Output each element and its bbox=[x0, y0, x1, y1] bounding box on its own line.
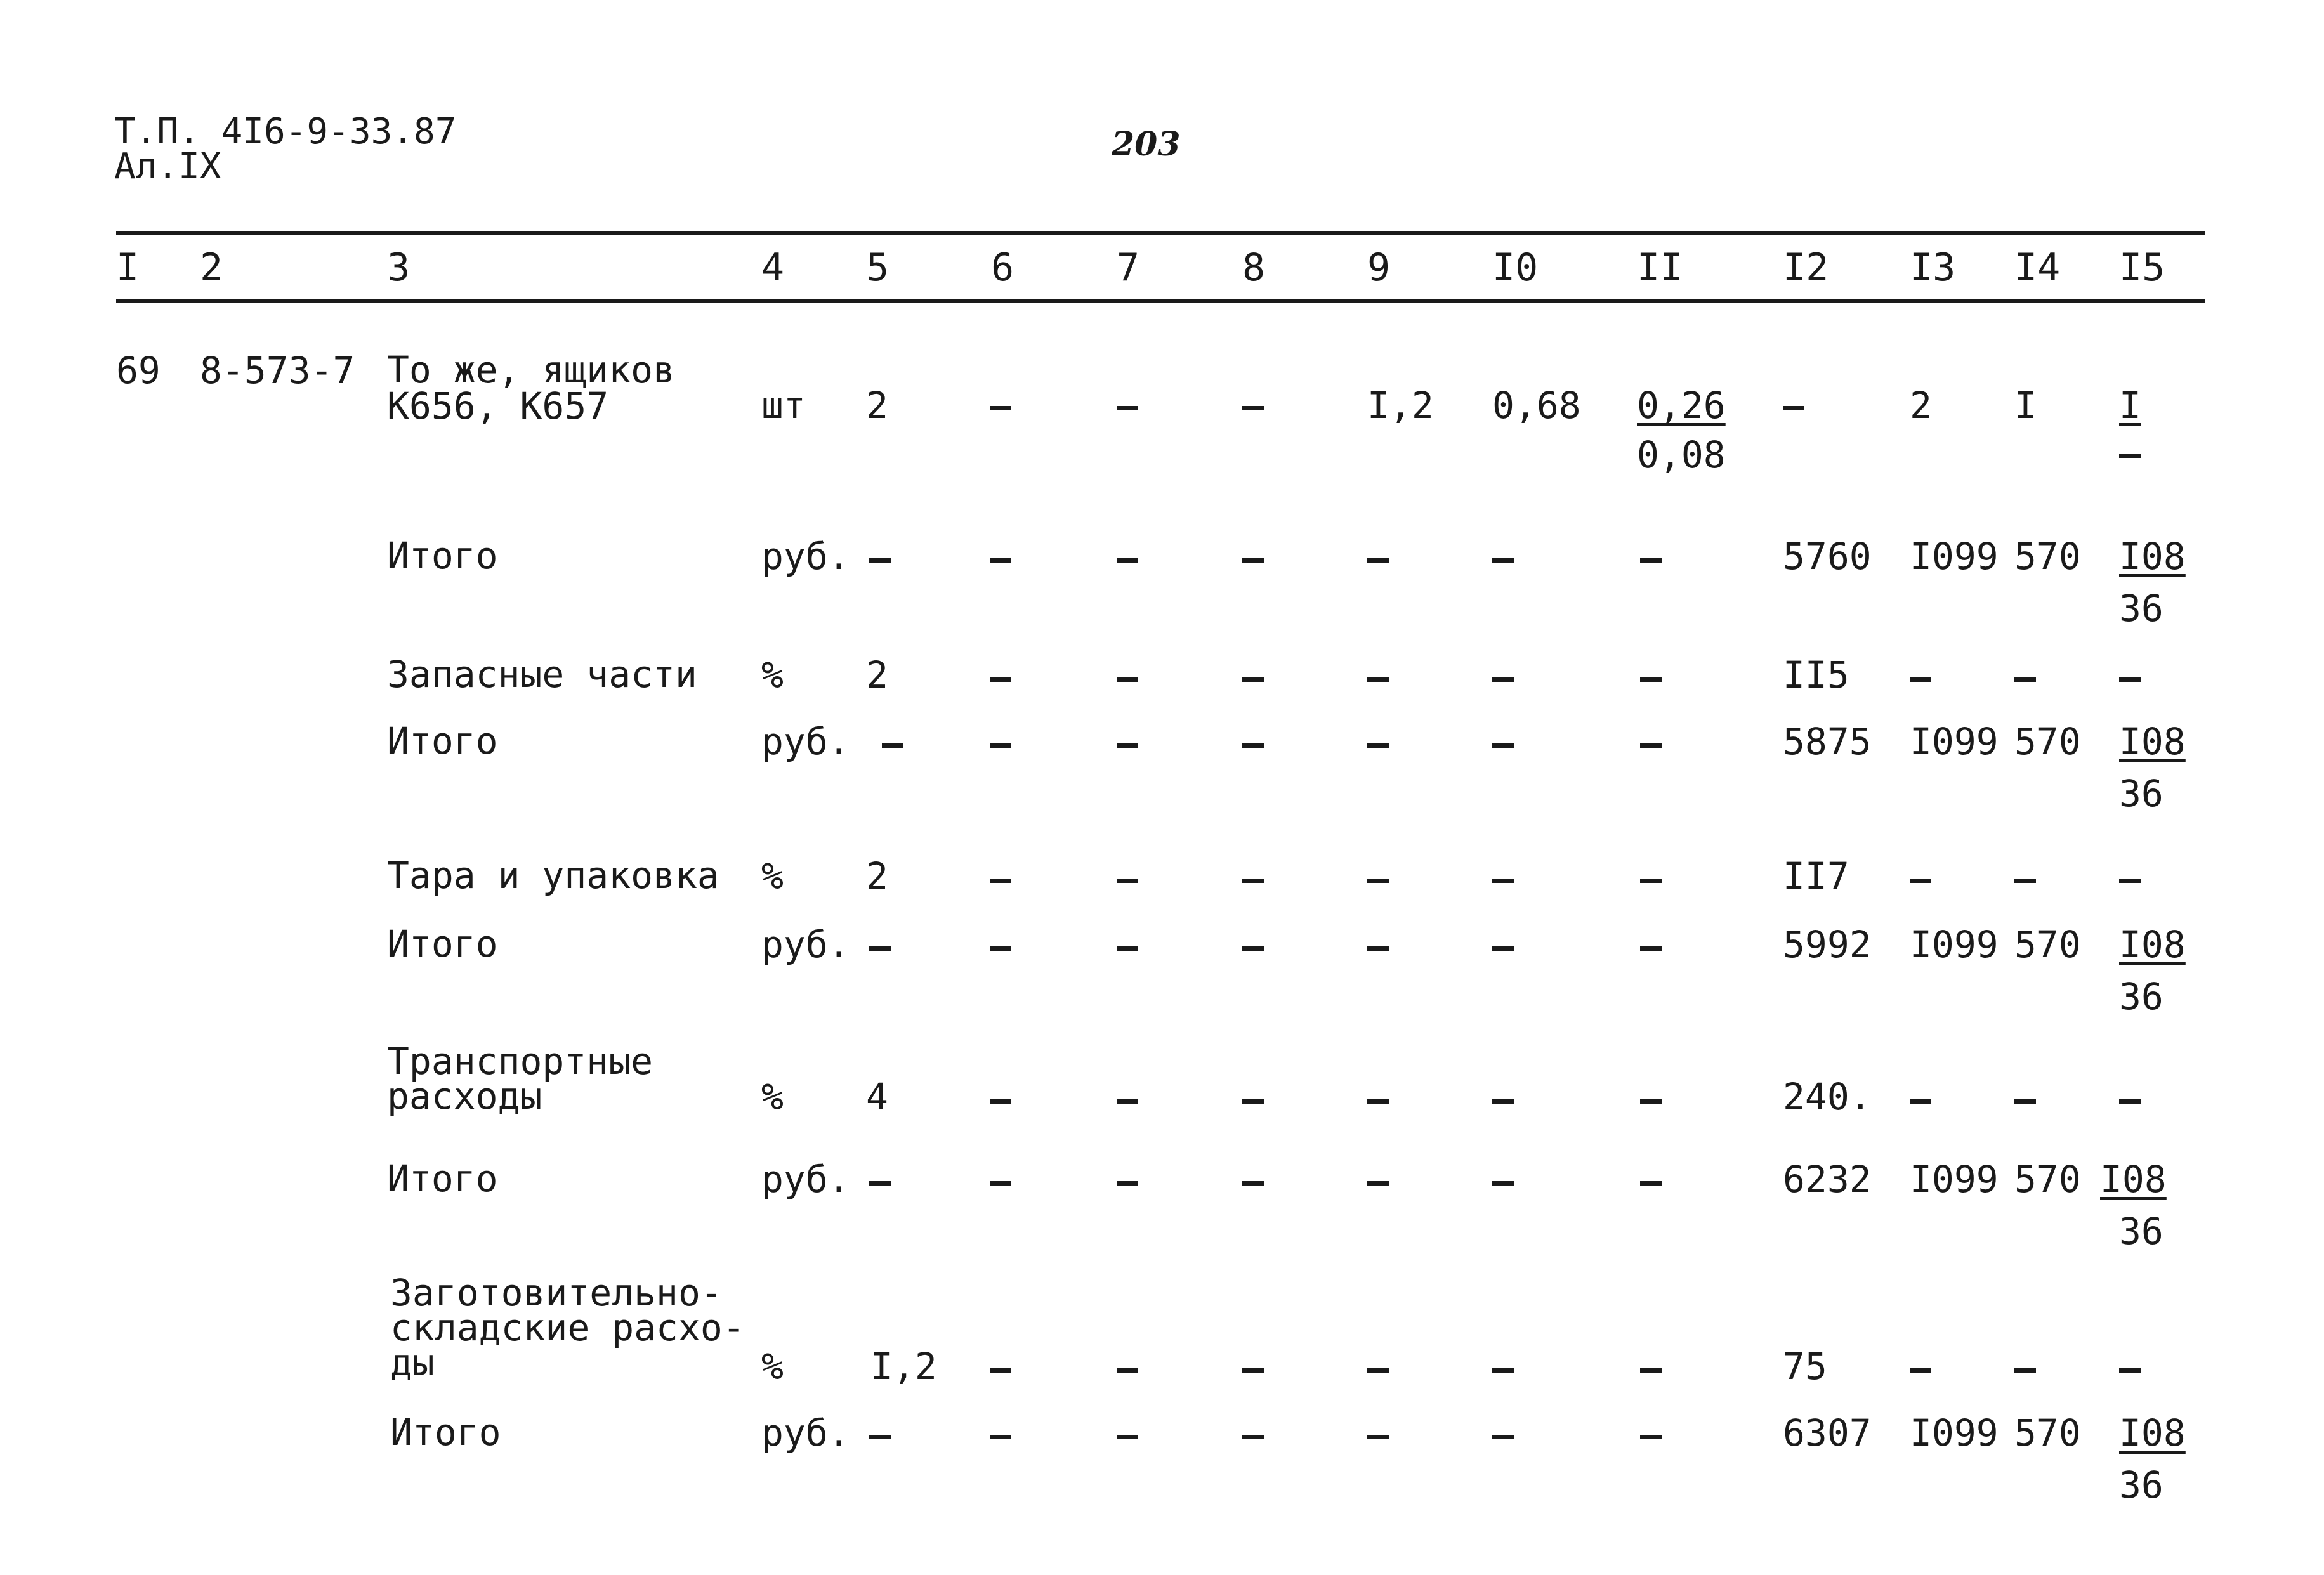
dash bbox=[1910, 1099, 1931, 1104]
dash bbox=[1640, 1181, 1662, 1186]
table-top-rule bbox=[116, 231, 2205, 235]
dash bbox=[1367, 1435, 1389, 1439]
dash bbox=[1492, 1435, 1514, 1439]
col15-bottom-value: 36 bbox=[2119, 587, 2163, 630]
header-bottom-rule bbox=[116, 299, 2205, 303]
column-header-14: I4 bbox=[2014, 245, 2061, 290]
dash bbox=[990, 406, 1011, 410]
col13-value: I099 bbox=[1910, 923, 1999, 966]
row-label: Запасные части bbox=[387, 653, 697, 696]
col13-value: I099 bbox=[1910, 720, 1999, 763]
dash bbox=[2014, 677, 2036, 682]
dash bbox=[1367, 1099, 1389, 1104]
dash bbox=[990, 558, 1011, 563]
dash bbox=[1117, 677, 1138, 682]
column-header-2: 2 bbox=[200, 245, 223, 290]
dash bbox=[1492, 946, 1514, 951]
dash bbox=[1117, 1435, 1138, 1439]
col13-value: 2 bbox=[1910, 384, 1932, 427]
column-header-3: 3 bbox=[387, 245, 410, 290]
dash bbox=[1492, 1181, 1514, 1186]
col15-top-value: I08 bbox=[2119, 720, 2186, 763]
row-label: Итого bbox=[387, 534, 498, 577]
dash bbox=[1367, 946, 1389, 951]
row-label: Тара и упаковка bbox=[387, 854, 719, 897]
col11-top-value: 0,26 bbox=[1637, 384, 1726, 427]
dash bbox=[2119, 1368, 2141, 1373]
dash bbox=[2119, 879, 2141, 883]
col14-value: 570 bbox=[2014, 720, 2081, 763]
dash bbox=[1640, 743, 1662, 748]
col13-value: I099 bbox=[1910, 1411, 1999, 1454]
row-label: Итого bbox=[387, 1157, 498, 1200]
dash bbox=[882, 743, 903, 748]
dash bbox=[869, 1181, 891, 1186]
dash bbox=[869, 1435, 891, 1439]
col15-bottom-value: 36 bbox=[2119, 772, 2163, 815]
dash bbox=[1242, 1181, 1264, 1186]
dash bbox=[1640, 1099, 1662, 1104]
dash bbox=[1640, 1368, 1662, 1373]
column-header-5: 5 bbox=[866, 245, 890, 290]
column-header-1: I bbox=[116, 245, 140, 290]
dash bbox=[1117, 1368, 1138, 1373]
sheet-label: Ал.IX bbox=[114, 146, 221, 187]
col12-value: 6307 bbox=[1783, 1411, 1872, 1454]
dash bbox=[1783, 406, 1804, 410]
dash bbox=[1640, 1435, 1662, 1439]
item-name-line2: К656, К657 bbox=[387, 384, 609, 428]
dash bbox=[1117, 558, 1138, 563]
col12-value: II5 bbox=[1783, 653, 1849, 696]
col12-value: 75 bbox=[1783, 1345, 1827, 1388]
dash bbox=[1242, 1099, 1264, 1104]
col14-value: 570 bbox=[2014, 535, 2081, 578]
dash bbox=[869, 946, 891, 951]
row-label-line2: складские расхо- bbox=[390, 1306, 745, 1349]
dash bbox=[990, 1181, 1011, 1186]
column-header-10: I0 bbox=[1492, 245, 1539, 290]
dash bbox=[1117, 1099, 1138, 1104]
column-header-15: I5 bbox=[2119, 245, 2165, 290]
col13-value: I099 bbox=[1910, 1158, 1999, 1201]
column-header-12: I2 bbox=[1783, 245, 1829, 290]
col13-value: I099 bbox=[1910, 535, 1999, 578]
dash bbox=[1117, 946, 1138, 951]
row-label-line2: расходы bbox=[387, 1075, 542, 1118]
dash bbox=[1640, 879, 1662, 883]
col11-bottom-value: 0,08 bbox=[1637, 433, 1726, 476]
dash bbox=[1242, 677, 1264, 682]
col5-value: 2 bbox=[866, 384, 888, 427]
dash bbox=[1242, 1435, 1264, 1439]
dash bbox=[1640, 558, 1662, 563]
dash bbox=[2014, 879, 2036, 883]
dash bbox=[1367, 1368, 1389, 1373]
unit: руб. bbox=[761, 1158, 850, 1201]
column-header-13: I3 bbox=[1910, 245, 1956, 290]
column-header-11: II bbox=[1637, 245, 1683, 290]
col14-value: 570 bbox=[2014, 923, 2081, 966]
dash bbox=[1242, 558, 1264, 563]
item-name-line1: То же, ящиков bbox=[387, 348, 675, 391]
dash bbox=[1492, 743, 1514, 748]
col14-value: 570 bbox=[2014, 1158, 2081, 1201]
col15-top-value: I08 bbox=[2100, 1158, 2167, 1201]
col14-value: 570 bbox=[2014, 1411, 2081, 1454]
column-header-7: 7 bbox=[1117, 245, 1140, 290]
dash bbox=[990, 1099, 1011, 1104]
col15-bottom-value: 36 bbox=[2119, 975, 2163, 1018]
dash bbox=[1367, 677, 1389, 682]
dash bbox=[869, 558, 891, 563]
dash bbox=[2119, 677, 2141, 682]
dash bbox=[1492, 677, 1514, 682]
col12-value: 5992 bbox=[1783, 923, 1872, 966]
col5-value: I,2 bbox=[870, 1345, 937, 1388]
dash bbox=[1367, 558, 1389, 563]
col14-value: I bbox=[2014, 384, 2037, 427]
dash bbox=[1492, 558, 1514, 563]
dash bbox=[2014, 1368, 2036, 1373]
col15-top-value: I bbox=[2119, 384, 2141, 427]
col15-top-value: I08 bbox=[2119, 923, 2186, 966]
col5-value: 2 bbox=[866, 854, 888, 898]
column-header-8: 8 bbox=[1242, 245, 1266, 290]
dash bbox=[2119, 1099, 2141, 1104]
dash bbox=[1492, 879, 1514, 883]
unit: руб. bbox=[761, 535, 850, 578]
dash bbox=[1910, 879, 1931, 883]
row-label: Итого bbox=[390, 1411, 501, 1454]
dash bbox=[1492, 1099, 1514, 1104]
col12-value: 6232 bbox=[1783, 1158, 1872, 1201]
dash bbox=[1242, 946, 1264, 951]
unit: % bbox=[761, 854, 784, 898]
row-label-line3: ды bbox=[390, 1341, 435, 1384]
unit: шт bbox=[761, 384, 806, 427]
unit: руб. bbox=[761, 923, 850, 966]
unit: руб. bbox=[761, 1411, 850, 1454]
dash bbox=[1367, 879, 1389, 883]
col12-value: II7 bbox=[1783, 854, 1849, 898]
dash bbox=[1117, 406, 1138, 410]
dash bbox=[1117, 879, 1138, 883]
dash bbox=[1117, 1181, 1138, 1186]
row-label: Итого bbox=[387, 719, 498, 762]
col12-value: 5875 bbox=[1783, 720, 1872, 763]
col5-value: 4 bbox=[866, 1075, 888, 1118]
dash bbox=[990, 1368, 1011, 1373]
page-number: 203 bbox=[1112, 125, 1181, 164]
row-label-line1: Заготовительно- bbox=[390, 1271, 723, 1314]
col15-top-value: I08 bbox=[2119, 535, 2186, 578]
column-header-6: 6 bbox=[991, 245, 1014, 290]
column-header-9: 9 bbox=[1367, 245, 1391, 290]
col9-value: I,2 bbox=[1367, 384, 1434, 427]
dash bbox=[1242, 743, 1264, 748]
dash bbox=[1242, 1368, 1264, 1373]
dash bbox=[990, 946, 1011, 951]
dash bbox=[1242, 879, 1264, 883]
dash bbox=[1910, 677, 1931, 682]
unit: % bbox=[761, 653, 784, 696]
dash bbox=[1367, 743, 1389, 748]
price-code: 8-573-7 bbox=[200, 349, 355, 392]
col12-value: 5760 bbox=[1783, 535, 1872, 578]
dash bbox=[1117, 743, 1138, 748]
col5-value: 2 bbox=[866, 653, 888, 696]
dash bbox=[1640, 677, 1662, 682]
unit: % bbox=[761, 1345, 784, 1388]
dash bbox=[990, 677, 1011, 682]
row-label: Итого bbox=[387, 922, 498, 965]
col15-top-value: I08 bbox=[2119, 1411, 2186, 1454]
dash bbox=[2014, 1099, 2036, 1104]
dash bbox=[1242, 406, 1264, 410]
document-code: Т.П. 4I6-9-33.87 bbox=[114, 111, 457, 152]
dash bbox=[990, 879, 1011, 883]
dash bbox=[1640, 946, 1662, 951]
dash bbox=[2119, 454, 2141, 458]
dash bbox=[1910, 1368, 1931, 1373]
col12-value: 240. bbox=[1783, 1075, 1872, 1118]
unit: % bbox=[761, 1075, 784, 1118]
dash bbox=[1367, 1181, 1389, 1186]
col15-bottom-value: 36 bbox=[2119, 1210, 2163, 1253]
row-number: 69 bbox=[116, 349, 161, 392]
col10-value: 0,68 bbox=[1492, 384, 1581, 427]
row-label-line1: Транспортные bbox=[387, 1040, 653, 1083]
column-header-4: 4 bbox=[761, 245, 785, 290]
dash bbox=[990, 743, 1011, 748]
dash bbox=[1492, 1368, 1514, 1373]
unit: руб. bbox=[761, 720, 850, 763]
dash bbox=[990, 1435, 1011, 1439]
col15-bottom-value: 36 bbox=[2119, 1463, 2163, 1506]
